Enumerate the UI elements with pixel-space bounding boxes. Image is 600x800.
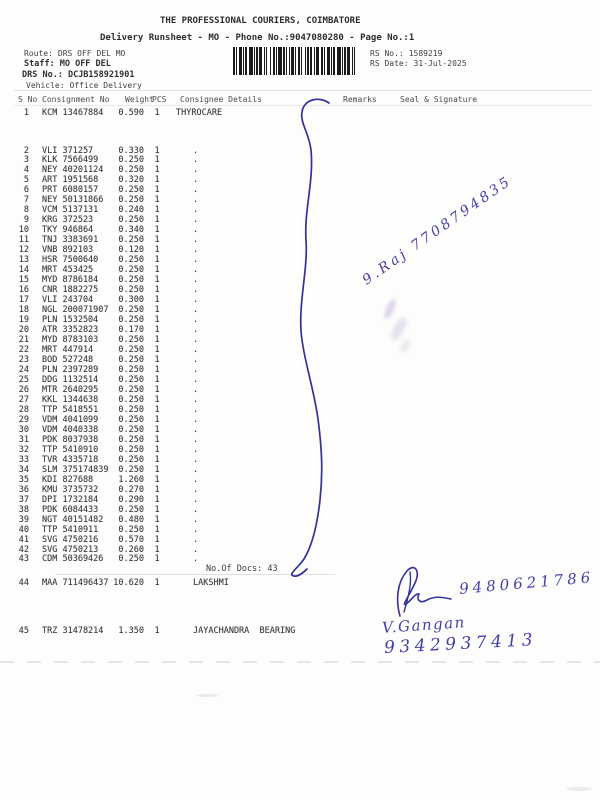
cell-consignment: DDG 1132514 [42,375,99,385]
cell-weight: 0.250 [118,275,144,285]
column-header-3: PCS [152,95,167,104]
cell-sno: 14 [18,265,29,275]
table-row [0,305,600,315]
vehicle-label: Vehicle: [26,81,65,90]
cell-sno: 5 [23,175,29,185]
table-row [0,495,600,505]
table-row [0,345,600,355]
cell-weight: 0.250 [118,355,144,365]
cell-sno: 26 [18,385,29,395]
cell-sno: 16 [18,285,29,295]
cell-consignee: . [193,505,199,515]
cell-weight: 0.250 [118,155,144,165]
cell-consignee: . [193,146,199,156]
cell-weight: 0.240 [118,205,144,215]
cell-sno: 7 [23,195,29,205]
cell-weight: 1.260 [118,475,144,485]
cell-consignee: . [193,535,199,545]
cell-weight: 0.250 [118,165,144,175]
cell-sno: 17 [18,295,29,305]
cell-consignment: VDM 4040338 [42,425,99,435]
cell-weight: 0.120 [118,245,144,255]
cell-sno: 28 [18,405,29,415]
cell-sno: 22 [18,345,29,355]
cell-sno: 18 [18,305,29,315]
cell-sno: 2 [23,146,29,156]
cell-sno: 38 [18,505,29,515]
page-title: THE PROFESSIONAL COURIERS, COIMBATORE [160,16,361,26]
cell-weight: 0.250 [118,455,144,465]
cell-weight: 0.250 [118,365,144,375]
cell-consignment: HSR 7500640 [42,255,99,265]
vehicle-value: Office Delivery [69,81,142,90]
cell-pcs: 1 [154,165,160,175]
handwritten-phone-2: 9342937413 [383,630,538,658]
scan-smudge [566,787,592,791]
cell-sno: 33 [18,455,29,465]
cell-consignment: SVG 4750216 [42,535,99,545]
cell-weight: 0.250 [118,285,144,295]
staff-label: Staff: [24,59,55,69]
table-row [0,425,600,435]
cell-sno: 21 [18,335,29,345]
cell-weight: 0.250 [118,185,144,195]
docs-count: No.Of Docs: 43 [206,564,278,574]
cell-consignment: CDM 50369426 [42,554,104,564]
cell-sno: 25 [18,375,29,385]
cell-consignee: . [193,265,199,275]
cell-pcs: 1 [154,415,160,425]
cell-pcs: 1 [154,578,160,588]
table-row [0,335,600,345]
cell-consignment: PDK 8037938 [42,435,99,445]
cell-pcs: 1 [154,325,160,335]
cell-consignee: . [193,415,199,425]
table-row [0,405,600,415]
cell-consignment: KCM 13467884 [42,108,104,118]
cell-weight: 10.620 [113,578,144,588]
cell-weight: 0.570 [118,535,144,545]
cell-consignee: . [193,365,199,375]
table-row [0,295,600,305]
cell-consignee: . [193,255,199,265]
cell-sno: 35 [18,475,29,485]
cell-weight: 0.250 [118,215,144,225]
cell-sno: 6 [23,185,29,195]
cell-pcs: 1 [154,525,160,535]
cell-weight: 0.270 [118,485,144,495]
cell-weight: 0.340 [118,225,144,235]
table-row [0,315,600,325]
cell-consignee: . [193,175,199,185]
cell-weight: 0.250 [118,305,144,315]
cell-sno: 13 [18,255,29,265]
table-row [0,535,600,545]
cell-pcs: 1 [154,155,160,165]
cell-pcs: 1 [154,335,160,345]
cell-sno: 42 [18,545,29,555]
cell-weight: 0.250 [118,395,144,405]
cell-consignee: . [193,465,199,475]
cell-consignment: ATR 3352823 [42,325,99,335]
cell-consignment: SLM 375174839 [42,465,109,475]
cell-consignee: . [193,315,199,325]
cell-weight: 0.300 [118,295,144,305]
cell-sno: 8 [23,205,29,215]
cell-consignee: . [193,215,199,225]
cell-pcs: 1 [154,475,160,485]
column-header-5: Remarks [343,95,377,104]
table-row [0,435,600,445]
cell-consignment: NGT 40151482 [42,515,104,525]
cell-consignee: . [193,335,199,345]
cell-consignment: VNB 892103 [42,245,94,255]
cell-consignee: . [193,445,199,455]
drs-label: DRS No.: [22,70,63,80]
cell-sno: 3 [23,155,29,165]
cell-consignment: TKY 946864 [42,225,94,235]
cell-weight: 0.250 [118,235,144,245]
cell-sno: 37 [18,495,29,505]
cell-pcs: 1 [154,245,160,255]
cell-pcs: 1 [154,405,160,415]
table-row [0,415,600,425]
cell-consignment: VLI 243704 [42,295,94,305]
cell-pcs: 1 [154,495,160,505]
cell-sno: 44 [18,578,29,588]
cell-weight: 0.250 [118,415,144,425]
cell-consignment: KDI 827688 [42,475,94,485]
cell-pcs: 1 [154,425,160,435]
cell-weight: 0.250 [118,195,144,205]
cell-consignment: VDM 4041099 [42,415,99,425]
cell-consignment: CNR 1882275 [42,285,99,295]
cell-pcs: 1 [154,515,160,525]
cell-weight: 0.250 [118,554,144,564]
table-row [0,265,600,275]
cell-pcs: 1 [154,195,160,205]
table-row [0,385,600,395]
table-row [0,515,600,525]
cell-consignment: PLN 1532504 [42,315,99,325]
table-row [0,505,600,515]
cell-pcs: 1 [154,375,160,385]
cell-sno: 39 [18,515,29,525]
table-row [0,525,600,535]
cell-pcs: 1 [154,554,160,564]
cell-pcs: 1 [154,205,160,215]
cell-consignment: NEY 40201124 [42,165,104,175]
cell-weight: 0.320 [118,175,144,185]
cell-pcs: 1 [154,355,160,365]
cell-consignee: . [193,495,199,505]
table-row [0,365,600,375]
table-row [0,165,600,175]
cell-consignment: TRZ 31478214 [42,626,104,636]
cell-consignment: VLI 371257 [42,146,94,156]
handwritten-name: V.Gangan [381,613,467,637]
cell-pcs: 1 [154,225,160,235]
column-header-0: S No [18,95,38,104]
table-row [0,445,600,455]
cell-pcs: 1 [154,108,160,118]
cell-sno: 11 [18,235,29,245]
cell-consignee: . [193,325,199,335]
cell-consignee: . [193,375,199,385]
cell-sno: 45 [18,626,29,636]
cell-consignment: PDK 6084433 [42,505,99,515]
cell-weight: 0.250 [118,375,144,385]
cell-consignee: . [193,455,199,465]
cell-consignment: MRT 453425 [42,265,94,275]
cell-weight: 0.250 [118,525,144,535]
cell-sno: 32 [18,445,29,455]
cell-weight: 0.250 [118,385,144,395]
column-header-4: Consignee Details [180,95,262,104]
cell-pcs: 1 [154,215,160,225]
cell-consignee: . [193,355,199,365]
cell-sno: 20 [18,325,29,335]
cell-consignment: TNJ 3383691 [42,235,99,245]
cell-pcs: 1 [154,505,160,515]
cell-consignment: TTP 5410910 [42,445,99,455]
cell-consignee: . [193,515,199,525]
cell-pcs: 1 [154,465,160,475]
table-row [0,195,600,205]
staff-value: MO OFF DEL [59,59,111,69]
cell-consignee: LAKSHMI [193,578,229,588]
cell-consignee: . [193,345,199,355]
cell-pcs: 1 [154,485,160,495]
cell-pcs: 1 [154,295,160,305]
cell-consignment: KRG 372523 [42,215,94,225]
cell-pcs: 1 [154,285,160,295]
cell-sno: 27 [18,395,29,405]
cell-pcs: 1 [154,445,160,455]
cell-weight: 0.590 [118,108,144,118]
cell-consignment: TTP 5410911 [42,525,99,535]
table-row [0,245,600,255]
cell-consignment: KKL 1344638 [42,395,99,405]
table-row [0,235,600,245]
cell-consignment: MAA 711496437 [42,578,109,588]
cell-pcs: 1 [154,305,160,315]
cell-weight: 0.170 [118,325,144,335]
cell-consignee: . [193,165,199,175]
cell-consignment: PLN 2397289 [42,365,99,375]
cell-weight: 0.260 [118,545,144,555]
cell-consignee: . [193,405,199,415]
cell-pcs: 1 [154,535,160,545]
cell-consignment: NEY 50131866 [42,195,104,205]
table-row [0,255,600,265]
cell-consignment: ART 1951568 [42,175,99,185]
cell-consignee: . [193,545,199,555]
cell-consignment: VCM 5137131 [42,205,99,215]
table-row [0,155,600,165]
cell-pcs: 1 [154,315,160,325]
route-value: DRS OFF DEL MO [57,49,126,58]
cell-consignee: . [193,525,199,535]
cell-weight: 0.250 [118,445,144,455]
cell-pcs: 1 [154,255,160,265]
rs-no-label: RS No.: [370,49,404,58]
cell-weight: 0.330 [118,146,144,156]
cell-consignment: BOD 527248 [42,355,94,365]
cell-weight: 0.250 [118,315,144,325]
cell-sno: 4 [23,165,29,175]
cell-pcs: 1 [154,435,160,445]
table-row [0,485,600,495]
table-row [0,475,600,485]
table-row [0,215,600,225]
cell-consignment: NGL 200071907 [42,305,109,315]
cell-consignee: . [193,475,199,485]
cell-consignee: . [193,385,199,395]
cell-pcs: 1 [154,275,160,285]
cell-consignment: SVG 4750213 [42,545,99,555]
cell-consignee: . [193,155,199,165]
cell-consignment: KMU 3735732 [42,485,99,495]
rs-date-value: 31-Jul-2025 [413,59,467,68]
cell-consignment: DPI 1732184 [42,495,99,505]
table-row [0,554,600,564]
cell-pcs: 1 [154,626,160,636]
cell-pcs: 1 [154,365,160,375]
cell-sno: 40 [18,525,29,535]
cell-sno: 10 [18,225,29,235]
cell-consignee: . [193,485,199,495]
cell-consignee: . [193,225,199,235]
cell-sno: 12 [18,245,29,255]
column-header-6: Seal & Signature [400,95,478,104]
cell-weight: 0.250 [118,405,144,415]
cell-consignee: . [193,275,199,285]
handwritten-note-diagonal: 9.Raj 7708794835 [359,172,516,289]
cell-pcs: 1 [154,235,160,245]
cell-consignment: MYD 8783103 [42,335,99,345]
cell-consignment: PRT 6080157 [42,185,99,195]
cell-consignment: MYD 8786184 [42,275,99,285]
cell-sno: 9 [23,215,29,225]
cell-weight: 0.250 [118,425,144,435]
cell-weight: 0.480 [118,515,144,525]
cell-consignee: THYROCARE [176,108,223,118]
table-row [0,375,600,385]
handwritten-phone-1: 9480621786 [458,568,595,598]
cell-weight: 0.250 [118,265,144,275]
cell-weight: 0.250 [118,335,144,345]
cell-pcs: 1 [154,175,160,185]
cell-consignee: JAYACHANDRA BEARING [193,626,296,636]
rs-date-label: RS Date: [370,59,409,68]
cell-pcs: 1 [154,345,160,355]
table-row [0,205,600,215]
cell-consignment: MTR 2640295 [42,385,99,395]
cell-weight: 0.250 [118,465,144,475]
table-row [0,455,600,465]
cell-consignee: . [193,205,199,215]
table-row [0,108,600,118]
cell-sno: 19 [18,315,29,325]
cell-sno: 1 [23,108,29,118]
cell-sno: 36 [18,485,29,495]
cell-consignee: . [193,425,199,435]
cell-consignee: . [193,185,199,195]
column-header-1: Consignment No [42,95,110,104]
cell-pcs: 1 [154,185,160,195]
cell-sno: 29 [18,415,29,425]
cell-sno: 24 [18,365,29,375]
table-row [0,465,600,475]
cell-consignee: . [193,435,199,445]
cell-consignee: . [193,245,199,255]
cell-consignment: KLK 7566499 [42,155,99,165]
cell-consignment: TVR 4335718 [42,455,99,465]
cell-pcs: 1 [154,545,160,555]
cell-consignee: . [193,395,199,405]
cell-pcs: 1 [154,395,160,405]
table-row [0,275,600,285]
cell-sno: 43 [18,554,29,564]
cell-weight: 1.350 [118,626,144,636]
cell-pcs: 1 [154,146,160,156]
cell-weight: 0.250 [118,435,144,445]
cell-consignee: . [193,195,199,205]
cell-consignment: TTP 5418551 [42,405,99,415]
cell-consignee: . [193,295,199,305]
cell-consignment: MRT 447914 [42,345,94,355]
cell-consignee: . [193,305,199,315]
cell-consignee: . [193,235,199,245]
cell-weight: 0.250 [118,255,144,265]
table-row [0,325,600,335]
column-header-2: Weight [125,95,154,104]
table-row [0,395,600,405]
cell-consignee: . [193,285,199,295]
cell-weight: 0.250 [118,505,144,515]
page-subtitle: Delivery Runsheet - MO - Phone No.:9047080280 - Page No.:1 [100,33,415,43]
cell-weight: 0.250 [118,345,144,355]
cell-consignee: . [193,554,199,564]
cell-sno: 31 [18,435,29,445]
route-label: Route: [24,49,53,58]
table-row [0,225,600,235]
drs-value: DCJB158921901 [67,70,135,80]
cell-sno: 23 [18,355,29,365]
rs-no-value: 1589219 [408,49,443,58]
table-row [0,355,600,365]
table-row [0,285,600,295]
cell-weight: 0.290 [118,495,144,505]
cell-sno: 15 [18,275,29,285]
cell-sno: 30 [18,425,29,435]
cell-pcs: 1 [154,265,160,275]
cell-pcs: 1 [154,455,160,465]
cell-sno: 41 [18,535,29,545]
cell-sno: 34 [18,465,29,475]
cell-pcs: 1 [154,385,160,395]
